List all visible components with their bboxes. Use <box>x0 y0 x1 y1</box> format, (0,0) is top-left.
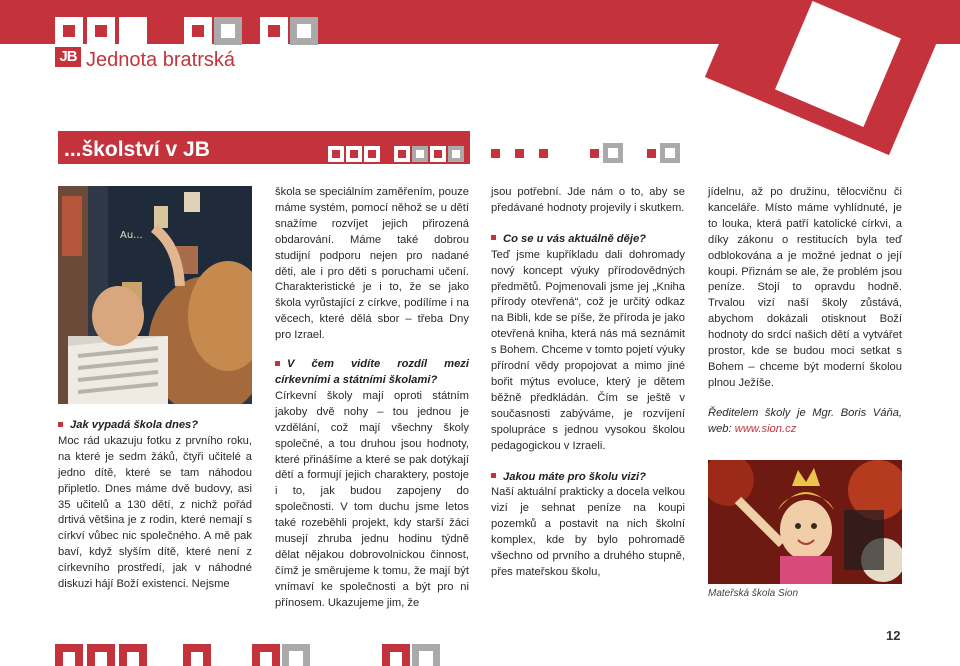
decorative-squares-mid <box>320 140 700 170</box>
decorative-squares-bottom <box>0 644 480 666</box>
signature-text: Ředitelem školy je Mgr. Boris Váňa, web: <box>708 406 902 435</box>
page-number: 12 <box>886 628 901 643</box>
question-heading: Co se u vás aktuálně děje? <box>491 232 685 248</box>
signature <box>708 406 902 438</box>
brand-name: Jednota bratrská <box>86 49 235 71</box>
question-heading: Jakou máte pro školu vizi? <box>491 470 685 486</box>
paragraph: škola se speciálním zaměřením, pouze máme systém, pomocí něhož se u dětí snažíme rozvíjet jejich přirozená obdarování. Máme také dobrou studijní podporu nejen pro nadané děti, ale i pro děti s poruchami učení. Charakteristické je i to, že se jako škola vyrůstající z církve, podílíme i na věcech, které dělá sbor – třeba Dny pro Izrael. <box>275 186 469 342</box>
website-link[interactable]: www.sion.cz <box>734 422 797 435</box>
decorative-squares-top <box>0 0 330 44</box>
answer-paragraph: Moc rád ukazuju fotku z prvního roku, na které je sedm žáků, čtyři učitelé a jedno dítě, které se tam náhodou připletlo. Dnes máme dvě budovy, asi 35 učitelů a 130 dětí, z nichž pořád drtivá většina je z rodin, které nemají s církví vůbec nic společného. A mě pak baví, když slyším dítě, které není z církevního prostředí, jak v náhodné diskuzi hájí Boží existenci. Nejsme <box>58 434 252 591</box>
question-heading: V čem vidíte rozdíl mezi církevními a státními školami? <box>275 357 469 389</box>
svg-text:Au...: Au... <box>120 230 143 241</box>
photo-kindergarten-girl <box>708 460 902 584</box>
answer-paragraph: Církevní školy mají oproti státním jakoby dvě nohy – tou jednou je vzdělání, což mají všechny školy společné, a tou druhou jsou hodnoty, které přinášíme a které se pak dotýkají dětí a formují jejich charaktery, postoje i to, jak budou zapojeny do společnosti. V tom duchu jsme letos také rozeběhli projekt, kdy starší žáci musejí zhruba jednu hodinu týdně dělat nějakou dobrovolnickou činnost, čímž je směrujeme k tomu, že mají být vnímaví ke společnosti a být pro ni přínosem. Ukazujeme jim, že <box>275 389 469 609</box>
paragraph: jsou potřební. Jde nám o to, aby se předávané hodnoty projevily i skutkem. <box>491 186 685 214</box>
photo-children-writing <box>58 186 252 404</box>
column-2 <box>275 185 469 612</box>
column-4 <box>708 185 902 438</box>
paragraph: jídelnu, až po družinu, tělocvičnu či kanceláře. Místo máme vyhlídnuté, je to louka, která patří katolické církvi, a díky zákonu o restitucích byla teď odblokována a je možné jednat o její koupi. Přiznám se ale, že problém jsou peníze. Stojí to opravdu hodně. Trvalou vizí naší školy zůstává, abychom dokázali otisknout Boží hodnoty do srdcí našich dětí a vytvářet prostor, kde se budou moci setkat s Bohem – chceme být moderní školou plnou Ježíše. <box>708 186 902 389</box>
section-title: ...školství v JB <box>64 138 210 161</box>
answer-paragraph: Naší aktuální prakticky a docela velkou vizí je sehnat peníze na koupi pozemků a postavit na nich školní komplex, kde by bylo pohromadě všechno od prvního a druhého stupně, přes mateřskou školu, <box>491 486 685 578</box>
jb-logo: JB <box>55 47 81 67</box>
photo-caption: Mateřská škola Sion <box>708 588 799 599</box>
question-heading: Jak vypadá škola dnes? <box>58 418 252 434</box>
column-3 <box>491 185 685 581</box>
column-1 <box>58 418 252 593</box>
answer-paragraph: Teď jsme kupříkladu dali dohromady nový koncept výuky přírodovědných předmětů. Pojmenovali jsme jej „Kniha přírody otevřená“, což je určitý odkaz na Bibli, kde se píše, že příroda je jako otevřená kniha, která nás má seznámit s Bohem. Chceme v tomto pojetí výuky přírodní vědy propojovat a mimo jiné bořit mýtus evoluce, který je dětem běžně předkládán. Čím se ještě v současnosti zabýváme, je rozvíjení spolupráce s jednou vysokou školou pedagogickou v Izraeli. <box>491 248 685 452</box>
